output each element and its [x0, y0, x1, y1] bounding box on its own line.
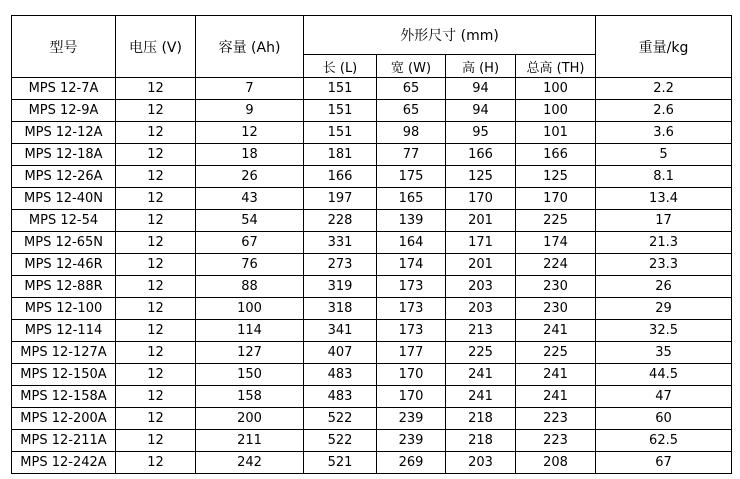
model-cell: MPS 12-7A — [12, 78, 116, 100]
header-height: 高 (H) — [446, 55, 516, 78]
voltage-cell: 12 — [116, 364, 196, 386]
header-model: 型号 — [12, 16, 116, 78]
capacity-cell: 114 — [196, 320, 304, 342]
capacity-cell: 7 — [196, 78, 304, 100]
table-row — [12, 210, 732, 232]
header-length: 长 (L) — [304, 55, 377, 78]
capacity-cell: 54 — [196, 210, 304, 232]
header-voltage: 电压 (V) — [116, 16, 196, 78]
model-cell: MPS 12-18A — [12, 144, 116, 166]
width-cell: 173 — [377, 298, 446, 320]
capacity-cell: 200 — [196, 408, 304, 430]
length-cell: 319 — [304, 276, 377, 298]
voltage-cell: 12 — [116, 386, 196, 408]
height-cell: 218 — [446, 430, 516, 452]
total-height-cell: 174 — [516, 232, 596, 254]
table-row — [12, 430, 732, 452]
voltage-cell: 12 — [116, 144, 196, 166]
capacity-cell: 100 — [196, 298, 304, 320]
voltage-cell: 12 — [116, 100, 196, 122]
height-cell: 213 — [446, 320, 516, 342]
total-height-cell: 225 — [516, 342, 596, 364]
voltage-cell: 12 — [116, 452, 196, 474]
total-height-cell: 230 — [516, 298, 596, 320]
height-cell: 95 — [446, 122, 516, 144]
model-cell: MPS 12-114 — [12, 320, 116, 342]
weight-cell: 5 — [596, 144, 732, 166]
length-cell: 166 — [304, 166, 377, 188]
length-cell: 318 — [304, 298, 377, 320]
capacity-cell: 18 — [196, 144, 304, 166]
width-cell: 175 — [377, 166, 446, 188]
length-cell: 522 — [304, 408, 377, 430]
capacity-cell: 12 — [196, 122, 304, 144]
capacity-cell: 43 — [196, 188, 304, 210]
height-cell: 166 — [446, 144, 516, 166]
voltage-cell: 12 — [116, 78, 196, 100]
height-cell: 203 — [446, 276, 516, 298]
height-cell: 170 — [446, 188, 516, 210]
total-height-cell: 225 — [516, 210, 596, 232]
length-cell: 181 — [304, 144, 377, 166]
model-cell: MPS 12-158A — [12, 386, 116, 408]
model-cell: MPS 12-54 — [12, 210, 116, 232]
length-cell: 483 — [304, 386, 377, 408]
model-cell: MPS 12-65N — [12, 232, 116, 254]
model-cell: MPS 12-200A — [12, 408, 116, 430]
total-height-cell: 230 — [516, 276, 596, 298]
capacity-cell: 242 — [196, 452, 304, 474]
length-cell: 273 — [304, 254, 377, 276]
table-row — [12, 364, 732, 386]
length-cell: 483 — [304, 364, 377, 386]
width-cell: 65 — [377, 78, 446, 100]
total-height-cell: 223 — [516, 408, 596, 430]
width-cell: 170 — [377, 364, 446, 386]
voltage-cell: 12 — [116, 232, 196, 254]
width-cell: 170 — [377, 386, 446, 408]
table-row — [12, 232, 732, 254]
total-height-cell: 241 — [516, 364, 596, 386]
table-row — [12, 298, 732, 320]
total-height-cell: 125 — [516, 166, 596, 188]
width-cell: 164 — [377, 232, 446, 254]
length-cell: 197 — [304, 188, 377, 210]
model-cell: MPS 12-46R — [12, 254, 116, 276]
width-cell: 177 — [377, 342, 446, 364]
voltage-cell: 12 — [116, 298, 196, 320]
weight-cell: 2.6 — [596, 100, 732, 122]
header-capacity: 容量 (Ah) — [196, 16, 304, 78]
length-cell: 341 — [304, 320, 377, 342]
width-cell: 174 — [377, 254, 446, 276]
table-row — [12, 78, 732, 100]
total-height-cell: 223 — [516, 430, 596, 452]
model-cell: MPS 12-12A — [12, 122, 116, 144]
model-cell: MPS 12-88R — [12, 276, 116, 298]
weight-cell: 35 — [596, 342, 732, 364]
weight-cell: 23.3 — [596, 254, 732, 276]
table-row — [12, 386, 732, 408]
capacity-cell: 88 — [196, 276, 304, 298]
model-cell: MPS 12-9A — [12, 100, 116, 122]
total-height-cell: 224 — [516, 254, 596, 276]
voltage-cell: 12 — [116, 210, 196, 232]
model-cell: MPS 12-242A — [12, 452, 116, 474]
weight-cell: 32.5 — [596, 320, 732, 342]
table-row — [12, 100, 732, 122]
total-height-cell: 101 — [516, 122, 596, 144]
capacity-cell: 26 — [196, 166, 304, 188]
table-body — [12, 78, 732, 474]
model-cell: MPS 12-26A — [12, 166, 116, 188]
header-weight: 重量/kg — [596, 16, 732, 78]
weight-cell: 21.3 — [596, 232, 732, 254]
voltage-cell: 12 — [116, 122, 196, 144]
height-cell: 201 — [446, 210, 516, 232]
height-cell: 241 — [446, 364, 516, 386]
table-row — [12, 342, 732, 364]
length-cell: 151 — [304, 100, 377, 122]
height-cell: 203 — [446, 298, 516, 320]
voltage-cell: 12 — [116, 254, 196, 276]
weight-cell: 67 — [596, 452, 732, 474]
weight-cell: 8.1 — [596, 166, 732, 188]
table-row — [12, 188, 732, 210]
length-cell: 522 — [304, 430, 377, 452]
weight-cell: 62.5 — [596, 430, 732, 452]
capacity-cell: 211 — [196, 430, 304, 452]
length-cell: 151 — [304, 122, 377, 144]
table-row — [12, 452, 732, 474]
capacity-cell: 76 — [196, 254, 304, 276]
weight-cell: 29 — [596, 298, 732, 320]
table-row — [12, 254, 732, 276]
width-cell: 173 — [377, 276, 446, 298]
weight-cell: 60 — [596, 408, 732, 430]
model-cell: MPS 12-150A — [12, 364, 116, 386]
width-cell: 269 — [377, 452, 446, 474]
height-cell: 94 — [446, 78, 516, 100]
width-cell: 65 — [377, 100, 446, 122]
model-cell: MPS 12-127A — [12, 342, 116, 364]
height-cell: 125 — [446, 166, 516, 188]
length-cell: 228 — [304, 210, 377, 232]
weight-cell: 17 — [596, 210, 732, 232]
capacity-cell: 9 — [196, 100, 304, 122]
length-cell: 331 — [304, 232, 377, 254]
capacity-cell: 158 — [196, 386, 304, 408]
total-height-cell: 100 — [516, 78, 596, 100]
total-height-cell: 170 — [516, 188, 596, 210]
height-cell: 171 — [446, 232, 516, 254]
header-width: 宽 (W) — [377, 55, 446, 78]
capacity-cell: 150 — [196, 364, 304, 386]
height-cell: 218 — [446, 408, 516, 430]
header-dimensions: 外形尺寸 (mm) — [304, 16, 596, 55]
capacity-cell: 127 — [196, 342, 304, 364]
total-height-cell: 241 — [516, 386, 596, 408]
voltage-cell: 12 — [116, 276, 196, 298]
voltage-cell: 12 — [116, 408, 196, 430]
model-cell: MPS 12-40N — [12, 188, 116, 210]
height-cell: 241 — [446, 386, 516, 408]
voltage-cell: 12 — [116, 166, 196, 188]
weight-cell: 26 — [596, 276, 732, 298]
model-cell: MPS 12-100 — [12, 298, 116, 320]
total-height-cell: 100 — [516, 100, 596, 122]
width-cell: 239 — [377, 430, 446, 452]
width-cell: 165 — [377, 188, 446, 210]
height-cell: 94 — [446, 100, 516, 122]
weight-cell: 47 — [596, 386, 732, 408]
voltage-cell: 12 — [116, 188, 196, 210]
table-row — [12, 122, 732, 144]
table-row — [12, 166, 732, 188]
length-cell: 521 — [304, 452, 377, 474]
battery-spec-table — [11, 15, 732, 474]
height-cell: 201 — [446, 254, 516, 276]
total-height-cell: 208 — [516, 452, 596, 474]
voltage-cell: 12 — [116, 342, 196, 364]
weight-cell: 3.6 — [596, 122, 732, 144]
total-height-cell: 241 — [516, 320, 596, 342]
height-cell: 203 — [446, 452, 516, 474]
weight-cell: 44.5 — [596, 364, 732, 386]
table-row — [12, 408, 732, 430]
table-row — [12, 276, 732, 298]
voltage-cell: 12 — [116, 430, 196, 452]
width-cell: 77 — [377, 144, 446, 166]
width-cell: 239 — [377, 408, 446, 430]
voltage-cell: 12 — [116, 320, 196, 342]
header-total-height: 总高 (TH) — [516, 55, 596, 78]
table-row — [12, 144, 732, 166]
length-cell: 151 — [304, 78, 377, 100]
width-cell: 139 — [377, 210, 446, 232]
length-cell: 407 — [304, 342, 377, 364]
table-row — [12, 320, 732, 342]
width-cell: 98 — [377, 122, 446, 144]
total-height-cell: 166 — [516, 144, 596, 166]
weight-cell: 13.4 — [596, 188, 732, 210]
weight-cell: 2.2 — [596, 78, 732, 100]
model-cell: MPS 12-211A — [12, 430, 116, 452]
width-cell: 173 — [377, 320, 446, 342]
height-cell: 225 — [446, 342, 516, 364]
capacity-cell: 67 — [196, 232, 304, 254]
